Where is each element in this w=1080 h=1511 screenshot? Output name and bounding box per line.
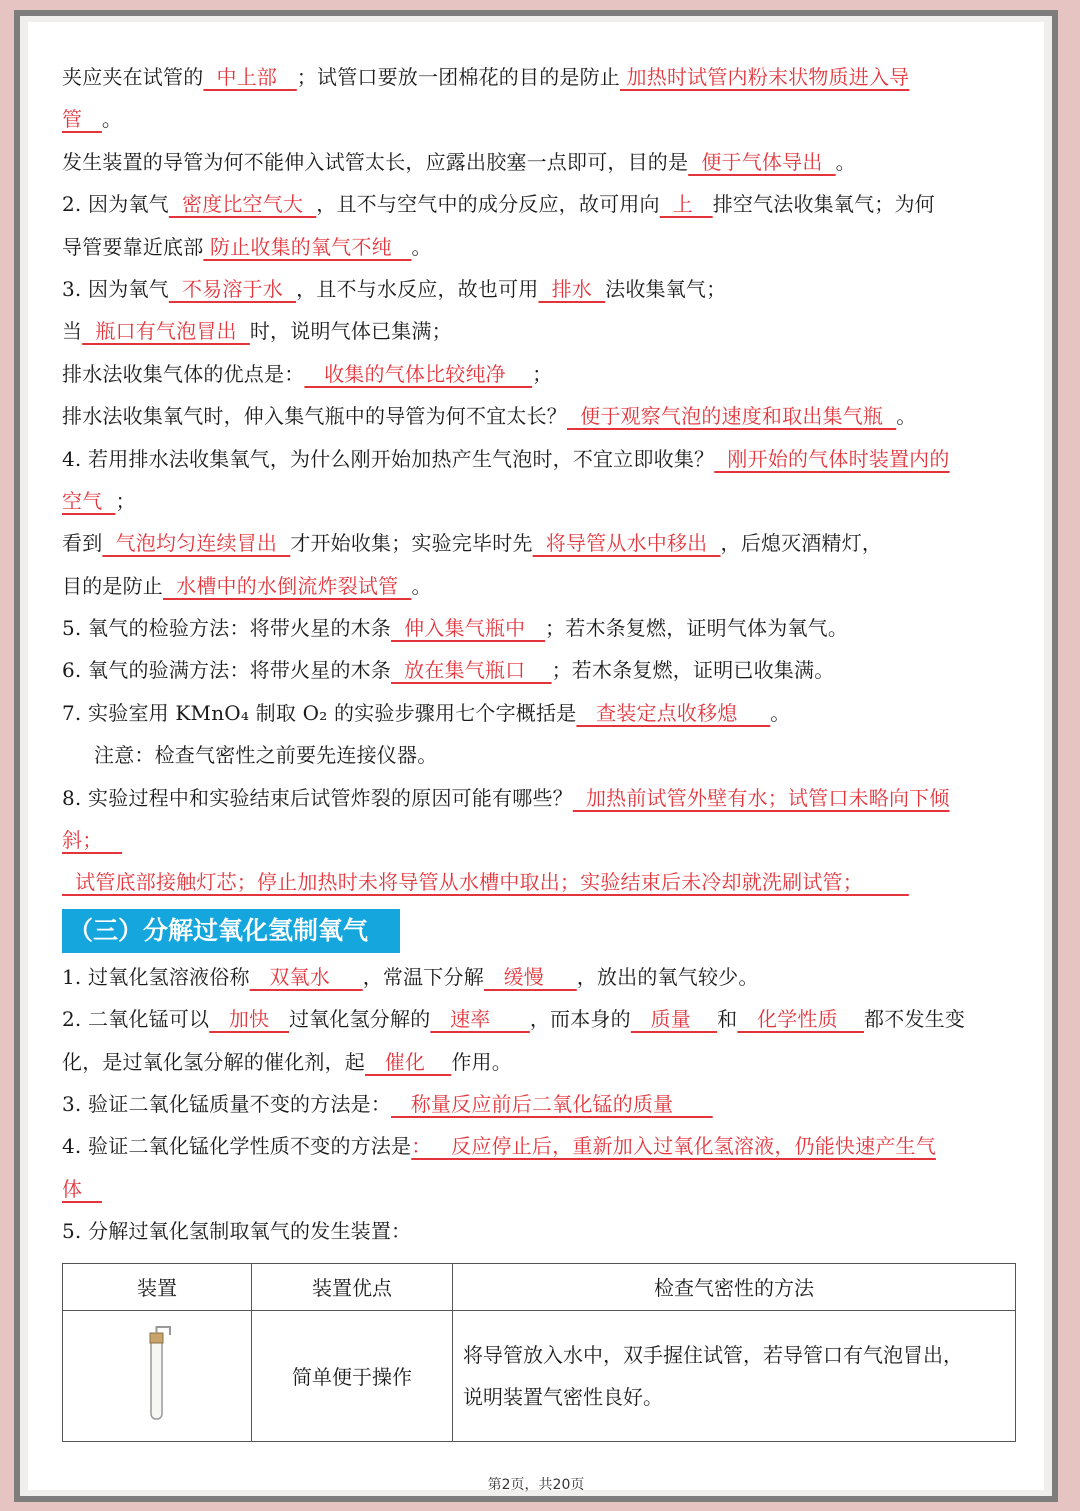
answer-blank: 伸入集气瓶中 xyxy=(391,616,546,641)
answer-blank: 上 xyxy=(659,192,713,217)
answer-blank: 双氧水 xyxy=(249,964,363,989)
answer-blank: 密度比空气大 xyxy=(168,192,317,217)
answer-blank: 刚开始的气体时装置内的 xyxy=(714,446,950,471)
answer-blank: 试管底部接触灯芯；停止加热时未将导管从水槽中取出；实验结束后未冷却就洗刷试管； xyxy=(62,870,909,895)
text-line: 化，是过氧化氢分解的催化剂，起 催化 作用。 xyxy=(62,1049,512,1074)
table-header: 装置优点 xyxy=(252,1263,453,1310)
method-text: 将导管放入水中，双手握住试管，若导管口有气泡冒出， xyxy=(463,1342,963,1367)
table-header: 检查气密性的方法 xyxy=(453,1263,1016,1310)
table-header: 装置 xyxy=(63,1263,252,1310)
answer-blank: 加热前试管外壁有水；试管口未略向下倾 xyxy=(572,785,950,810)
question-5: 5. 氧气的检验方法：将带火星的木条 伸入集气瓶中 ；若木条复燃，证明气体为氧气。 xyxy=(62,616,849,641)
question-h2o2-3: 3. 验证二氧化锰质量不变的方法是： 称量反应前后二氧化锰的质量 xyxy=(62,1091,713,1116)
answer-blank: 收集的气体比较纯净 xyxy=(304,361,533,386)
table-header-row xyxy=(63,1263,1016,1310)
method-text: 说明装置气密性良好。 xyxy=(463,1384,663,1409)
answer-blank: 中上部 xyxy=(203,65,297,89)
page-footer: 第2页，共20页 xyxy=(487,1477,585,1493)
text-line: 夹应夹在试管的 中上部 ；试管口要放一团棉花的目的是防止 加热时试管内粉末状物质进入导 xyxy=(62,65,910,89)
answer-blank: 将导管从水中移出 xyxy=(532,531,721,556)
answer-blank: 催化 xyxy=(365,1049,452,1074)
apparatus-table xyxy=(62,1263,1016,1442)
text-line: 当 瓶口有气泡冒出 时，说明气体已集满； xyxy=(62,319,452,344)
answer-blank: 加快 xyxy=(209,1007,289,1032)
document-page xyxy=(28,22,1044,1493)
question-7: 7. 实验室用 KMnO₄ 制取 O₂ 的实验步骤用七个字概括是 查装定点收移熄 。 xyxy=(62,700,791,725)
question-4: 4. 若用排水法收集氧气，为什么刚开始加热产生气泡时，不宜立即收集？ 刚开始的气体时装置内的 xyxy=(62,446,950,471)
question-h2o2-5: 5. 分解过氧化氢制取氧气的发生装置： xyxy=(62,1219,412,1244)
answer-blank: 质量 xyxy=(630,1007,718,1032)
answer-blank: 排水 xyxy=(538,276,606,301)
question-6: 6. 氧气的验满方法：将带火星的木条 放在集气瓶口 ；若木条复燃，证明已收集满。 xyxy=(62,658,835,683)
question-h2o2-4: 4. 验证二氧化锰化学性质不变的方法是： 反应停止后，重新加入过氧化氢溶液，仍能快速产生气 xyxy=(62,1134,936,1159)
answer-blank: 加热时试管内粉末状物质进入导 xyxy=(620,65,910,89)
text-line: 排水法收集气体的优点是： 收集的气体比较纯净 ； xyxy=(62,361,553,386)
answer-blank: 防止收集的氧气不纯 xyxy=(203,234,412,259)
answer-blank: 缓慢 xyxy=(483,964,577,989)
answer-blank: 水槽中的水倒流炸裂试管 xyxy=(163,573,412,598)
airtightness-method-cell xyxy=(453,1310,1016,1441)
answer-blank: ： 反应停止后，重新加入过氧化氢溶液，仍能快速产生气 xyxy=(411,1134,936,1159)
answer-blank: 气泡均匀连续冒出 xyxy=(102,531,291,556)
answer-blank: 便于观察气泡的速度和取出集气瓶 xyxy=(567,404,897,429)
answer-blank: 查装定点收移熄 xyxy=(576,700,771,725)
table-row xyxy=(63,1310,1016,1441)
text-line: 目的是防止 水槽中的水倒流炸裂试管 。 xyxy=(62,573,432,598)
answer-blank: 便于气体导出 xyxy=(688,149,836,174)
answer-blank: 管 xyxy=(62,107,102,132)
text-line: 导管要靠近底部 防止收集的氧气不纯 。 xyxy=(62,234,432,259)
text-line: 看到 气泡均匀连续冒出 才开始收集；实验完毕时先 将导管从水中移出 ，后熄灭酒精灯， xyxy=(62,531,883,556)
answer-blank: 化学性质 xyxy=(737,1007,865,1032)
answer-blank: 斜； xyxy=(62,828,123,853)
text-line: 排水法收集氧气时，伸入集气瓶中的导管为何不宜太长？ 便于观察气泡的速度和取出集气瓶 。 xyxy=(62,404,917,429)
worksheet-content xyxy=(62,56,1022,1442)
section-heading: （三）分解过氧化氢制氧气 xyxy=(62,909,400,953)
apparatus-image-cell xyxy=(63,1310,252,1441)
question-8: 8. 实验过程中和实验结束后试管炸裂的原因可能有哪些？ 加热前试管外壁有水；试管口未略向下倾 xyxy=(62,785,950,810)
advantage-cell: 简单便于操作 xyxy=(252,1310,453,1441)
text-line: 空气 ； xyxy=(62,488,136,513)
text-line: 发生装置的导管为何不能伸入试管太长，应露出胶塞一点即可，目的是 便于气体导出 。 xyxy=(62,149,856,174)
answer-blank: 瓶口有气泡冒出 xyxy=(82,319,250,344)
text-line xyxy=(62,861,1022,903)
test-tube-icon xyxy=(137,1325,177,1421)
answer-blank: 放在集气瓶口 xyxy=(391,658,552,683)
text-line: 管 。 xyxy=(62,107,123,132)
answer-blank: 空气 xyxy=(62,488,116,513)
text-line xyxy=(62,1168,1022,1210)
answer-blank: 体 xyxy=(62,1176,102,1201)
answer-blank: 称量反应前后二氧化锰的质量 xyxy=(391,1091,713,1116)
text-line xyxy=(62,819,1022,861)
answer-blank: 不易溶于水 xyxy=(168,276,297,301)
note-line: 注意：检查气密性之前要先连接仪器。 xyxy=(94,743,438,768)
question-3: 3. 因为氧气 不易溶于水 ，且不与水反应，故也可用 排水 法收集氧气； xyxy=(62,276,727,301)
answer-blank: 速率 xyxy=(430,1007,530,1032)
question-h2o2-2: 2. 二氧化锰可以 加快 过氧化氢分解的 速率 ，而本身的 质量 和 化学性质 都不发生变 xyxy=(62,1007,966,1032)
question-2: 2. 因为氧气 密度比空气大 ，且不与空气中的成分反应，故可用向 上 排空气法收集氧气；为何 xyxy=(62,192,935,217)
question-h2o2-1: 1. 过氧化氢溶液俗称 双氧水 ，常温下分解 缓慢 ，放出的氧气较少。 xyxy=(62,964,759,989)
